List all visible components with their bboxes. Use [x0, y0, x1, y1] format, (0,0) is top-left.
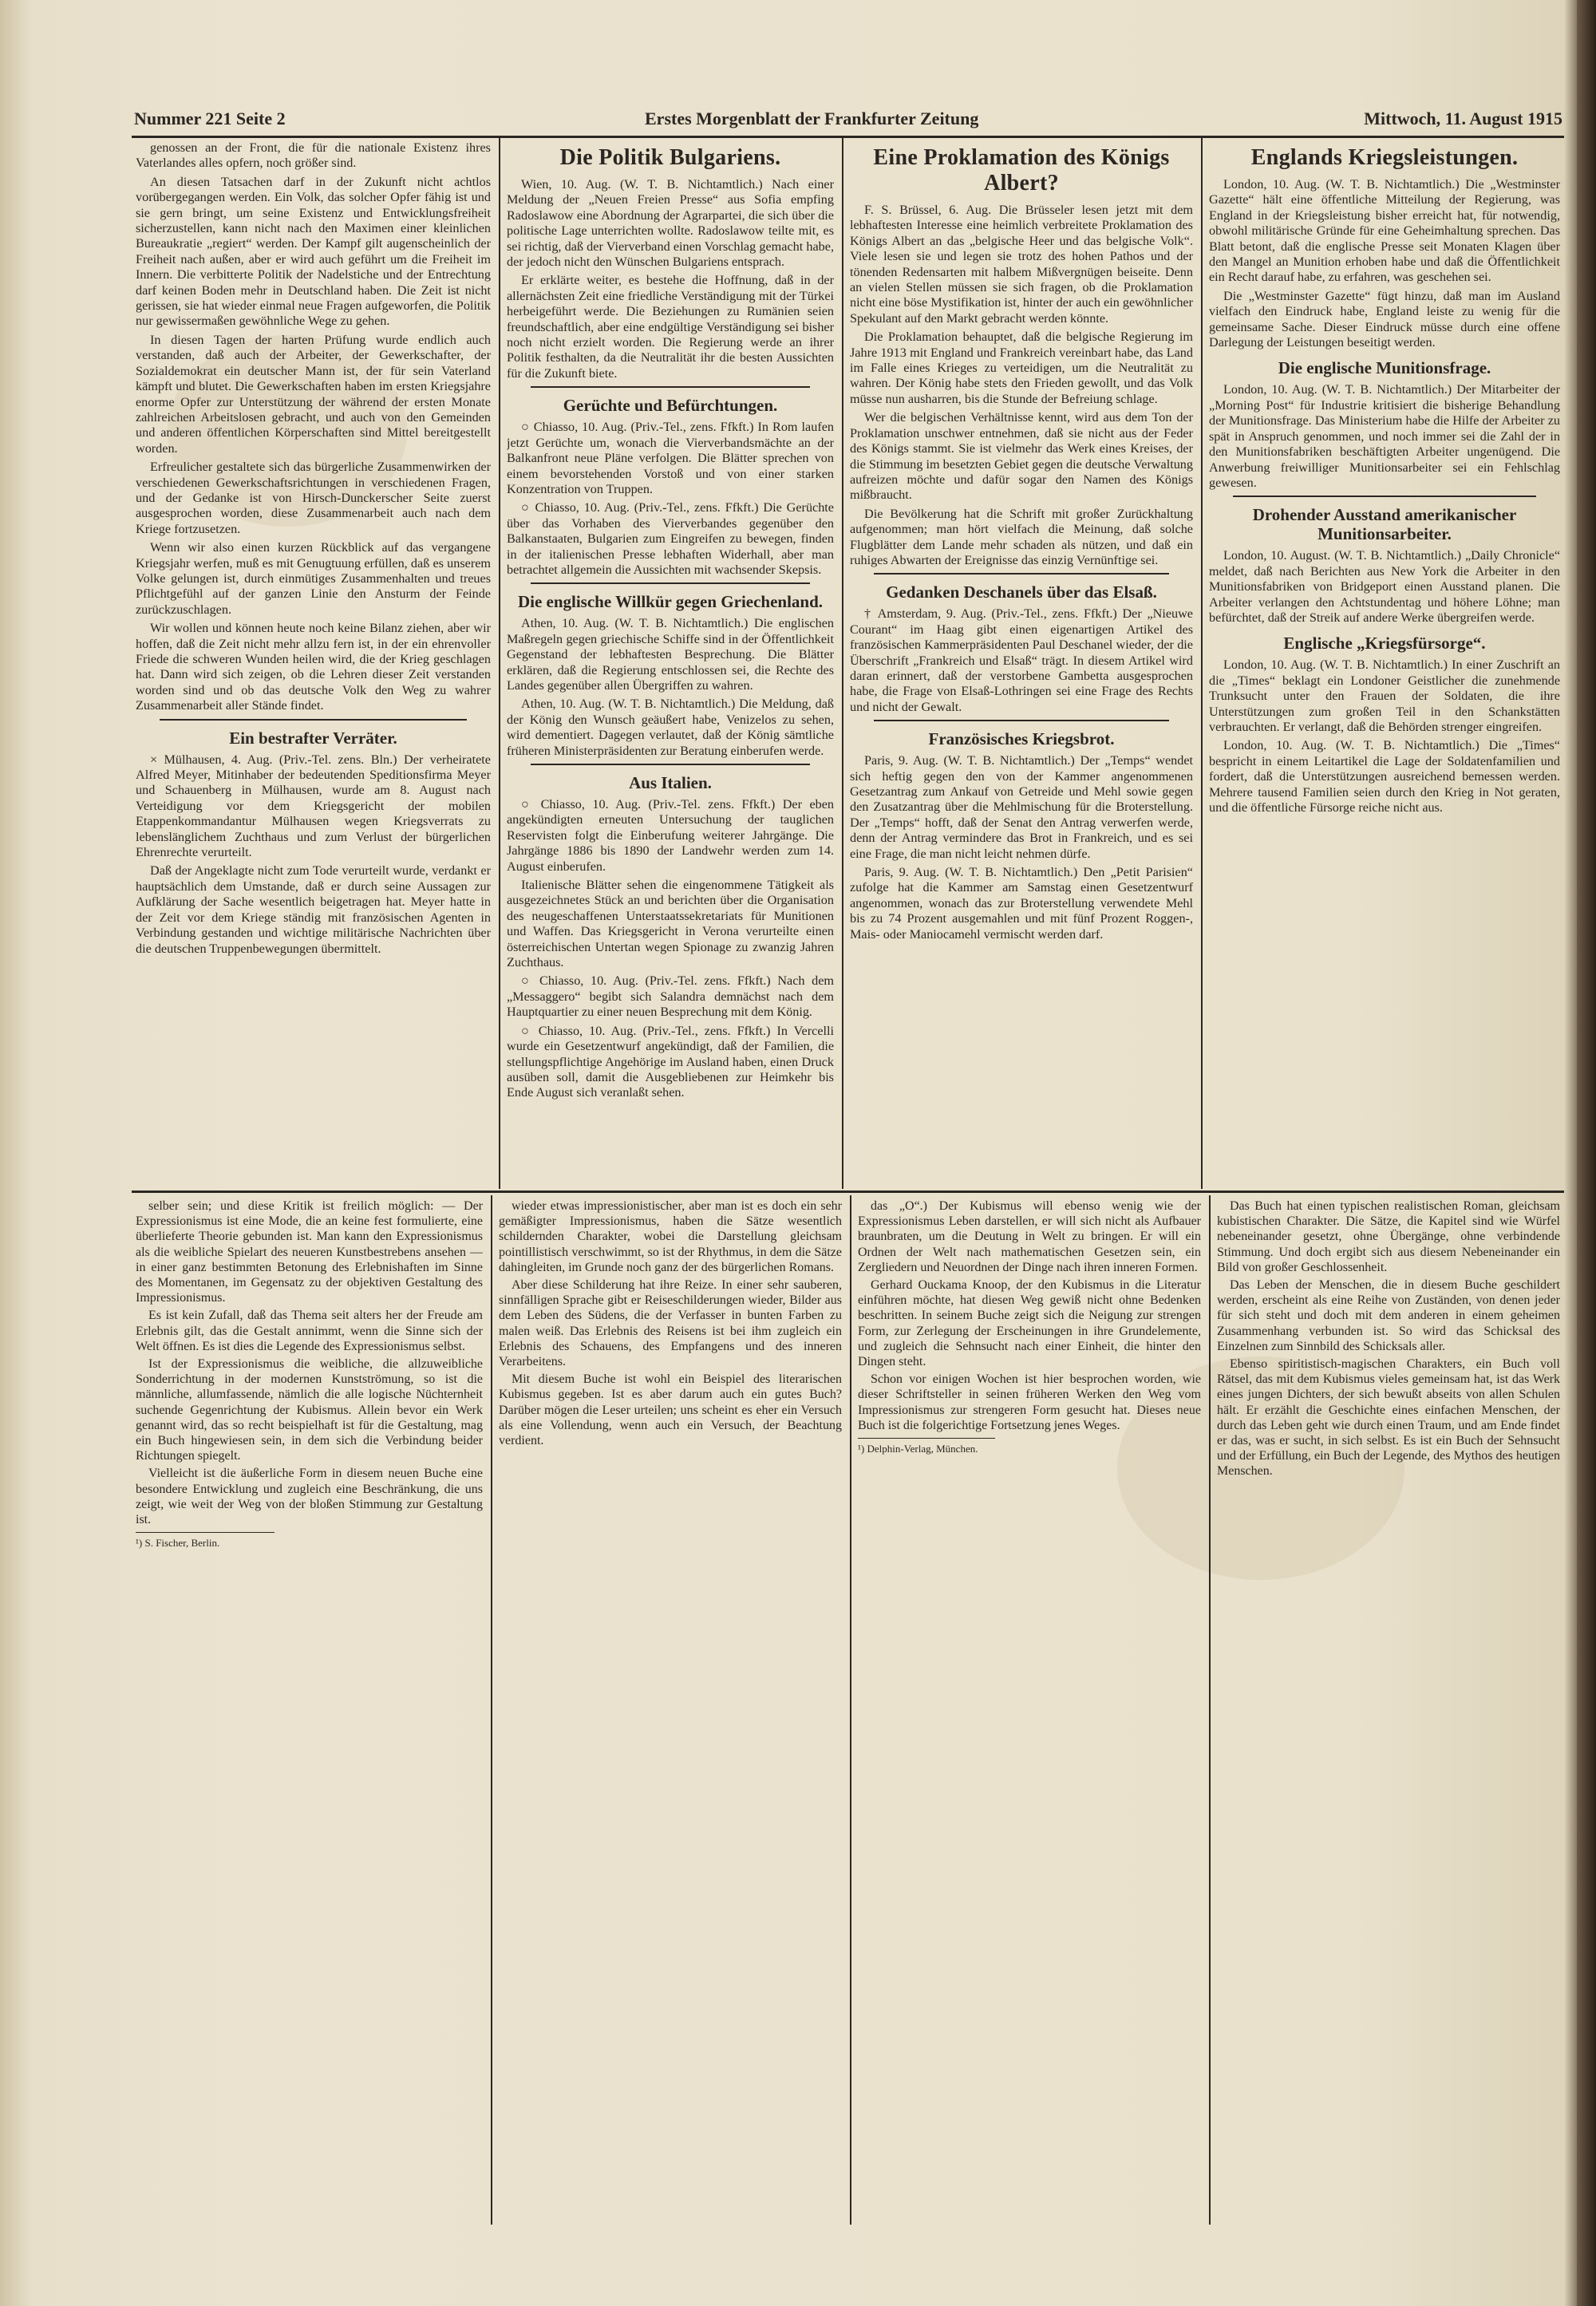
- header-masthead: Erstes Morgenblatt der Frankfurter Zeitung: [645, 109, 979, 128]
- paragraph: Wenn wir also einen kurzen Rückblick auf das vergangene Kriegsjahr werfen, muß es mit Genugtuung erfüllen, daß es unserem Volke gelungen ist, durch einmütiges Zusammenhalten und treues Pflichtgefühl auf der ganzen Linie den Ansturm der Feinde zurückzuschlagen.: [136, 540, 491, 617]
- article-heading: Gerüchte und Befürchtungen.: [563, 396, 778, 416]
- feuilleton-rule: [132, 1191, 1564, 1193]
- article-heading: Die englische Willkür gegen Griechenland.: [517, 592, 824, 612]
- paragraph: London, 10. Aug. (W. T. B. Nichtamtlich.) In einer Zuschrift an die „Times“ beklagt ein Londoner Geistlicher die zunehmende Trunksucht unter den Frauen der Soldaten, die ihre Unterstützungen zum großen Teil in den Schankstätten verbrauchten. Er verlangt, daß die Behörden strenger eingreifen.: [1209, 657, 1560, 734]
- article-heading: Englische „Kriegsfürsorge“.: [1283, 634, 1486, 653]
- paragraph: Ist der Expressionismus die weibliche, die allzuweibliche Sonderrichtung in der modernen Kunstströmung, so ist die männliche, allumfassende, nämlich die alle logische Nüchternheit suchende Gegenrichtung der Kubismus. Allein bevor ein Werk genannt wird, das so recht beispielhaft ist für die Gestaltung, mag ein Buch hingewiesen sein, in dem sich die Verbindung beider Richtungen spiegelt.: [136, 1357, 483, 1463]
- page-header: [134, 105, 1562, 134]
- paragraph: ○ Chiasso, 10. Aug. (Priv.-Tel., zens. Ffkft.) Die Gerüchte über das Vorhaben des Vierverbandes gegenüber den Balkanstaaten, Bulgarien zum Eingreifen zu bewegen, finden in der italienischen Presse lebhaften Widerhall, aber man betrachtet allgemein die Aussichten mit wachsender Skepsis.: [507, 500, 834, 577]
- paragraph: In diesen Tagen der harten Prüfung wurde endlich auch verstanden, daß auch der Arbeiter, der Gewerkschafter, der Sozialdemokrat ein deutscher Mann ist, der für sein Vaterland kämpft und blutet. Die Gewerkschaften haben im ersten Kriegsjahre enorme Opfer zur Unterstützung der während der ersten Monate zahlreichen Arbeitslosen gebracht, und auch von den Gemeinden und anderen öffentlichen Körperschaften sind Mittel bereitgestellt worden.: [136, 332, 491, 456]
- paragraph: Daß der Angeklagte nicht zum Tode verurteilt wurde, verdankt er hauptsächlich dem Umstande, daß er durch seine Aussagen zur Aufklärung der Sache wesentlich beigetragen hat. Meyer hatte in der Zeit vor dem Kriege ständig mit französischen Agenten in Verbindung gestanden und wichtige militärische Nachrichten über die deutschen Truppenbewegungen übermittelt.: [136, 863, 491, 956]
- paragraph: Paris, 9. Aug. (W. T. B. Nichtamtlich.) Den „Petit Parisien“ zufolge hat die Kammer am Samstag einen Gesetzentwurf angenommen, wonach das zur Broterstellung verwendete Mehl bis zu 74 Prozent ausgemahlen und mit fünf Prozent Roggen-, Mais- oder Maniocamehl vermischt werden darf.: [850, 865, 1193, 942]
- section-divider: [531, 582, 810, 584]
- paragraph: Paris, 9. Aug. (W. T. B. Nichtamtlich.) Der „Temps“ wendet sich heftig gegen den von der Kammer angenommenen Gesetzantrag zum Ankauf von Getreide und Mehl sowie gegen den Zusatzantrag über die Mehlmischung für die Broterstellung. Der „Temps“ hofft, daß der Senat den Antrag verwerfen werde, denn der Antrag vermindere das Brot in Frankreich, und es sei eine Frage, die man nicht leicht nehmen dürfe.: [850, 753, 1193, 861]
- header-issue-page: Nummer 221 Seite 2: [134, 109, 286, 128]
- footnote: ¹) Delphin-Verlag, München.: [858, 1438, 995, 1456]
- paragraph: Es ist kein Zufall, daß das Thema seit alters her der Freude am Erlebnis gilt, das die Gestalt annimmt, wenn die Sinne sich der Welt öffnen. Es ist dies die Legende des Expressionismus selbst.: [136, 1309, 483, 1353]
- paragraph: Schon vor einigen Wochen ist hier besprochen worden, wie dieser Schriftsteller in seinen früheren Werken den Weg vom Impressionismus zur strengeren Form gesucht hat. Dieses neue Buch ist die folgerichtige Fortsetzung jenes Weges.: [858, 1372, 1201, 1432]
- footnote: ¹) S. Fischer, Berlin.: [136, 1532, 275, 1550]
- paragraph: Das Leben der Menschen, die in diesem Buche geschildert werden, erscheint als eine Reihe von Zuständen, von denen jeder für sich steht und doch mit dem anderen in einem geheimen Zusammenhang verbunden ist. So wird das Schicksal des Einzelnen zum Sinnbild des Schicksals aller.: [1217, 1278, 1560, 1353]
- article-heading: Die englische Munitionsfrage.: [1278, 358, 1491, 378]
- feuilleton-column-4: [1217, 1198, 1560, 2226]
- column-rule: [491, 1195, 492, 2225]
- article-title: Eine Proklamation des Königs Albert?: [873, 145, 1170, 195]
- header-rule: [132, 136, 1564, 138]
- paragraph: Aber diese Schilderung hat ihre Reize. In einer sehr sauberen, sinnfälligen Sprache gibt er Reiseschilderungen wieder, Bilder aus dem Leben des Südens, die der Verfasser in bunten Farben zu malen weiß. Das Erlebnis des Reisens ist bei ihm zugleich ein Erlebnis des Schauens, des Empfangens und des inneren Verarbeitens.: [499, 1278, 842, 1369]
- paragraph: Die Bevölkerung hat die Schrift mit großer Zurückhaltung aufgenommen; man hört vielfach die Meinung, daß solche Flugblätter dem Lande mehr schaden als nützen, und daß ein ruhiges Abwarten der Ereignisse das einzig Vernünftige sei.: [850, 506, 1193, 567]
- feuilleton-column-1: [136, 1198, 483, 2226]
- paragraph: genossen an der Front, die für die nationale Existenz ihres Vaterlandes alles opfern, noch größer sind.: [136, 140, 491, 171]
- paragraph: Die Proklamation behauptet, daß die belgische Regierung im Jahre 1913 mit England und Frankreich vereinbart habe, das Land im Falle eines Krieges zu verteidigen, um die Neutralität zu wahren. Der König habe stets den Frieden gewollt, und das Volk müsse nun ausharren, bis die Stunde der Befreiung schlage.: [850, 330, 1193, 406]
- paragraph: ○ Chiasso, 10. Aug. (Priv.-Tel., zens. Ffkft.) In Rom laufen jetzt Gerüchte um, wonach die Vierverbandsmächte an der Balkanfront neue Pläne verfolgen. Die Blätter sprechen von einem bevorstehenden Vorstoß und von einer starken Konzentration von Truppen.: [507, 420, 834, 496]
- paragraph: Wir wollen und können heute noch keine Bilanz ziehen, aber wir hoffen, daß die Zeit nicht mehr allzu fern ist, in der ein ehrenvoller Friede die schweren Wunden heilen wird, die der Krieg geschlagen hat. Dann wird sich zeigen, ob die Lehren dieser Zeit verstanden worden sind und ob das deutsche Volk den Weg zu wahrer Zusammenarbeit aller Stände findet.: [136, 621, 491, 713]
- header-date: Mittwoch, 11. August 1915: [1364, 109, 1562, 128]
- column-rule: [499, 137, 500, 1189]
- paragraph: London, 10. August. (W. T. B. Nichtamtlich.) „Daily Chronicle“ meldet, daß nach Berichten aus New York die Arbeiter in den Munitionsfabriken von Bridgeport einen Ausstand planen. Die Arbeiter verlangen den Achtstundentag und höhere Löhne; man befürchtet, daß der Streik auf andere Werke übergreifen werde.: [1209, 548, 1560, 625]
- article-title: Englands Kriegsleistungen.: [1250, 145, 1519, 170]
- column-rule: [1209, 1195, 1211, 2225]
- paragraph: Italienische Blätter sehen die eingenommene Tätigkeit als ausgezeichnetes Stück an und berichten über die Organisation des neugeschaffenen Unterstaatssekretariats für Munitionen und Waffen. Das Kriegsgericht in Verona verurteilte einen österreichischen Untertan wegen Spionage zu zwanzig Jahren Zuchthaus.: [507, 878, 834, 970]
- article-heading: Drohender Ausstand amerikanischer Munitionsarbeiter.: [1252, 505, 1517, 544]
- column-2: [507, 140, 834, 1186]
- feuilleton-column-2: [499, 1198, 842, 2226]
- column-rule: [850, 1195, 851, 2225]
- paragraph: Athen, 10. Aug. (W. T. B. Nichtamtlich.) Die Meldung, daß der König den Wunsch geäußert habe, Venizelos zu sehen, wird dementiert. Dagegen verlautet, daß der König sämtliche früheren Ministerpräsidenten zur Beratung einberufen werde.: [507, 697, 834, 758]
- paragraph: † Amsterdam, 9. Aug. (Priv.-Tel., zens. Ffkft.) Der „Nieuwe Courant“ im Haag gibt einen eigenartigen Artikel des französischen Kammerpräsidenten Paul Deschanel wieder, der die Überschrift „Frankreich und Elsaß“ trägt. In diesem Artikel wird daran erinnert, daß der verstorbene Gambetta ausgesprochen habe, die Frage von Elsaß-Lothringen sei eine Frage des Rechts und nicht der Gewalt.: [850, 606, 1193, 714]
- paragraph: Athen, 10. Aug. (W. T. B. Nichtamtlich.) Die englischen Maßregeln gegen griechische Schiffe sind in der Öffentlichkeit Gegenstand der lebhaftesten Besprechung. Die Blätter erklären, daß die Regierung entschlossen sei, die Rechte des Landes gegenüber allen Übergriffen zu wahren.: [507, 616, 834, 693]
- section-divider: [874, 573, 1169, 575]
- section-divider: [531, 386, 810, 388]
- paragraph: ○ Chiasso, 10. Aug. (Priv.-Tel. zens. Ffkft.) Der eben angekündigten erneuten Untersuchung der tauglichen Reservisten folgt die Einberufung weiterer Jahrgänge. Die Jahrgänge 1886 bis 1890 der Landwehr werden zum 14. August einberufen.: [507, 797, 834, 874]
- paragraph: Wien, 10. Aug. (W. T. B. Nichtamtlich.) Nach einer Meldung der „Neuen Freien Presse“ aus Sofia empfing Radoslawow eine Abordnung der Agrarpartei, die sich über die politische Lage unterrichten wollte. Radoslawow teilte mit, es sei richtig, daß der Vierverband einen Vorschlag gemacht habe, der jedoch nicht den Wünschen Bulgariens entsprach.: [507, 177, 834, 270]
- paragraph: Erfreulicher gestaltete sich das bürgerliche Zusammenwirken der verschiedenen Gewerkschaftsrichtungen in verschiedenen Fragen, und der Gedanke ist von Hirsch-Dunckerscher Seite zuerst ausgesprochen worden, diese Zusammenarbeit auch nach dem Kriege fortzusetzen.: [136, 460, 491, 536]
- paragraph: ○ Chiasso, 10. Aug. (Priv.-Tel. zens. Ffkft.) Nach dem „Messaggero“ begibt sich Salandra demnächst nach dem Hauptquartier zu einer neuen Besprechung mit dem König.: [507, 973, 834, 1020]
- paragraph: Mit diesem Buche ist wohl ein Beispiel des literarischen Kubismus gegeben. Ist es aber darum auch ein gutes Buch? Darüber mögen die Leser urteilen; uns scheint es eher ein Versuch als eine Vollendung, wenn auch ein Versuch, der Beachtung verdient.: [499, 1372, 842, 1448]
- section-divider: [1233, 496, 1536, 497]
- paragraph: Vielleicht ist die äußerliche Form in diesem neuen Buche eine besondere Entwicklung und zugleich eine Beschränkung, die uns zeigt, wie weit der Weg von der bloßen Stimmung zur Gestaltung ist.: [136, 1467, 483, 1527]
- paragraph: ○ Chiasso, 10. Aug. (Priv.-Tel., zens. Ffkft.) In Vercelli wurde ein Gesetzentwurf angekündigt, daß der Familien, die stellungspflichtige Angehörige im Ausland haben, einen Druck ausüben soll, damit die Ausgebliebenen zur Heimkehr bis Ende August sich veranlaßt sehen.: [507, 1023, 834, 1100]
- article-heading: Gedanken Deschanels über das Elsaß.: [886, 582, 1157, 602]
- paragraph: London, 10. Aug. (W. T. B. Nichtamtlich.) Die „Westminster Gazette“ hält eine öffentliche Mitteilung der Regierung, was England in der Kriegsleistung bisher erreicht hat, für notwendig, obwohl militärische Gründe für eine Geheimhaltung sprechen. Das Blatt betont, daß die englische Presse seit Monaten Klagen über den Mangel an Munition erhoben habe und daß die Öffentlichkeit ein Recht darauf habe, zu erfahren, was geschehen sei.: [1209, 177, 1560, 285]
- paragraph: Die „Westminster Gazette“ fügt hinzu, daß man im Ausland vielfach den Eindruck habe, England leiste zu wenig für die gemeinsame Sache. Dieser Eindruck müsse durch eine offene Darlegung der Leistungen beseitigt werden.: [1209, 288, 1560, 350]
- column-rule: [842, 137, 843, 1189]
- paragraph: Das Buch hat einen typischen realistischen Roman, gleichsam kubistischen Charakter. Die Sätze, die Kapitel sind wie Würfel nebeneinander gesetzt, ohne Übergänge, ohne verbindende Stimmung. Und doch ergibt sich aus diesem Nebeneinander ein Bild von großer Geschlossenheit.: [1217, 1199, 1560, 1274]
- section-divider: [160, 719, 467, 721]
- paragraph: London, 10. Aug. (W. T. B. Nichtamtlich.) Die „Times“ bespricht in einem Leitartikel die Lage der Soldatenfamilien und fordert, daß die Unterstützungen ausreichend bemessen werden. Mehrere tausend Familien seien durch den Krieg in Not geraten, und die öffentliche Fürsorge reiche nicht aus.: [1209, 738, 1560, 815]
- article-heading: Aus Italien.: [629, 773, 712, 792]
- paragraph: wieder etwas impressionistischer, aber man ist es doch ein sehr gemäßigter Impressionismus, haben die Sätze wesentlich schildernden Charakter, wobei die Darstellung gleichsam pointillistisch verschwimmt, so ist der Rhythmus, in dem die Sätze dahingleiten, im Grunde noch ganz der des bürgerlichen Romans.: [499, 1199, 842, 1274]
- paragraph: London, 10. Aug. (W. T. B. Nichtamtlich.) Der Mitarbeiter der „Morning Post“ für Industrie kritisiert die bisherige Behandlung der Munitionsfrage. Das Ministerium habe die Hilfe der Arbeiter zu spät in Anspruch genommen, und noch immer sei die Zahl der in den Munitionsfabriken beschäftigten Arbeiter ungenügend. Die Anwerbung freiwilliger Munitionsarbeiter sei ein Fehlschlag gewesen.: [1209, 382, 1560, 490]
- article-heading: Französisches Kriegsbrot.: [928, 729, 1115, 749]
- column-1: [136, 140, 491, 1186]
- column-4: [1209, 140, 1560, 1186]
- article-heading: Ein bestrafter Verräter.: [229, 728, 397, 748]
- paragraph: × Mülhausen, 4. Aug. (Priv.-Tel. zens. Bln.) Der verheiratete Alfred Meyer, Mitinhaber der bedeutenden Speditionsfirma Meyer und Schauenberg in Mülhausen, wurde am 8. August nach Verteidigung vor dem Kriegsgericht der mobilen Etappenkommandantur Mülhausen wegen Kriegsverrats zu lebenslänglichem Zuchthaus und zum Verlust der bürgerlichen Ehrenrechte verurteilt.: [136, 752, 491, 860]
- paragraph: Wer die belgischen Verhältnisse kennt, wird aus dem Ton der Proklamation unschwer entnehmen, daß sie nicht aus der Feder des Königs stammt. Sie ist vielmehr das Werk eines Kreises, der die Stimmung im besetzten Gebiet gegen die deutsche Verwaltung aufreizen möchte und dafür sogar den Namen des Königs mißbraucht.: [850, 410, 1193, 503]
- paragraph: Ebenso spiritistisch-magischen Charakters, ein Buch voll Rätsel, das mit dem Kubismus vieles gemeinsam hat, ist das Werk eines jungen Dichters, der sich bewußt abseits von allen Schulen hält. Er erzählt die Geschichte eines einfachen Menschen, der durch das Leben geht wie durch einen Traum, und am Ende findet er das, was er sucht, in sich selbst. Es ist ein Buch der Sehnsucht und der Erfüllung, ein Buch der Legende, des Mythos des heutigen Menschen.: [1217, 1357, 1560, 1479]
- paragraph: Er erklärte weiter, es bestehe die Hoffnung, daß in der allernächsten Zeit eine friedliche Verständigung mit der Türkei herbeigeführt werde. Die Beziehungen zu Rumänien seien freundschaftlich, aber eine endgültige Verständigung sei bisher noch nicht erzielt worden. Die Regierung werde an ihrer Politik festhalten, da die Neutralität ihr die besten Aussichten für die Zukunft biete.: [507, 273, 834, 381]
- paragraph: An diesen Tatsachen darf in der Zukunft nicht achtlos vorübergegangen werden. Ein Volk, das solcher Opfer fähig ist und sie gern bringt, um seine Existenz und Entwicklungsfreiheit sicherzustellen, kann nicht nach den Maximen einer kleinlichen Bureaukratie „regiert“ werden. Der Kampf gilt augenscheinlich der Freiheit nach außen, aber er wird auch geführt um die Freiheit im Innern. Die verbitterte Politik der Nadelstiche und der Entrechtung darf keinen Boden mehr in Deutschland haben. Die Zeit ist nicht gerissen, sie hat wieder einmal neue Fragen aufgeworfen, die Politik nur gewissermaßen gewöhnliche Wege zu gehen.: [136, 174, 491, 329]
- article-title: Die Politik Bulgariens.: [559, 145, 781, 170]
- paragraph: Gerhard Ouckama Knoop, der den Kubismus in die Literatur einführen möchte, hat diesen Weg gewiß nicht ohne Bedenken beschritten. In seinem Buche zeigt sich die Neigung zur strengen Form, zur Zerlegung der Erscheinungen in ihre Grundelemente, und zugleich die Sehnsucht nach einer Einheit, die hinter den Dingen steht.: [858, 1278, 1201, 1369]
- column-rule: [1201, 137, 1203, 1189]
- column-3: [850, 140, 1193, 1186]
- section-divider: [531, 764, 810, 765]
- paragraph: selber sein; und diese Kritik ist freilich möglich: — Der Expressionismus ist eine Mode, die an keine fest formulierte, eine überlieferte Theorie gebunden ist. Man kann den Expressionismus als die weibliche Spielart des neueren Kunstbestrebens ansehen — in einer ganz bestimmten Betonung des Erlebnishaften im Sinne des Momentanen, im Gegensatz zu der objektiven Gestaltung des Impressionismus.: [136, 1199, 483, 1305]
- section-divider: [874, 720, 1169, 721]
- paragraph: F. S. Brüssel, 6. Aug. Die Brüsseler lesen jetzt mit dem lebhaftesten Interesse eine heimlich verbreitete Proklamation des Königs Albert an das „belgische Heer und das belgische Volk“. Viele lesen sie und legen sie trotz des hohen Pathos und der tönenden Redensarten mit halbem Mißvergnügen beiseite. Denn an vielen Stellen müssen sie sich fragen, ob die Proklamation nicht eine böse Mystifikation ist, hinter der auch ein gewöhnlicher Spekulant auf den Markt gebracht werden könnte.: [850, 203, 1193, 326]
- paragraph: das „O“.) Der Kubismus will ebenso wenig wie der Expressionismus Leben darstellen, er will sich nicht als Aufbauer braunbraten, um die Deutung in Welt zu bringen. Er will ein Ordnen der Welt nach mathematischen Gesetzen sein, ein Zergliedern und Neuordnen der Dinge nach ihren inneren Formen.: [858, 1199, 1201, 1274]
- feuilleton-column-3: [858, 1198, 1201, 2226]
- binding-edge: [1577, 0, 1596, 2306]
